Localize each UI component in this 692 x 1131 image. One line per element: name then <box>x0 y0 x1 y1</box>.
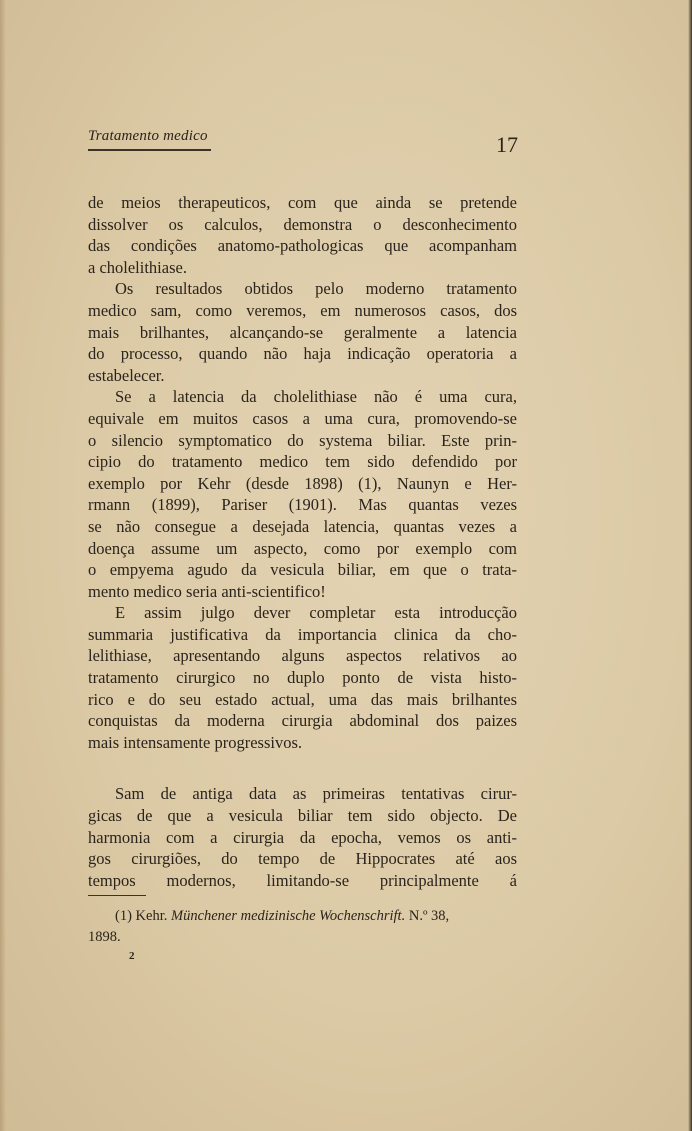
text-line: summaria justificativa da importancia clinica da cho- <box>88 624 517 644</box>
text-line: gos cirurgiões, do tempo de Hippocrates até aos <box>88 849 517 869</box>
paragraph <box>88 602 517 753</box>
text-line: do processo, quando não haja indicação operatoria a <box>88 344 517 364</box>
text-line: Sam de antiga data as primeiras tentativas cirur- <box>115 784 517 804</box>
page-left-edge <box>0 0 6 1131</box>
section-break <box>88 753 517 783</box>
text-line: das condições anatomo-pathologicas que acompanham <box>88 236 517 256</box>
text-line: Se a latencia da cholelithiase não é uma cura, <box>115 387 517 407</box>
signature-mark: 2 <box>129 950 135 962</box>
footnote <box>88 906 517 948</box>
text-line: rico e do seu estado actual, uma das mais brilhantes <box>88 689 517 709</box>
text-line: harmonia com a cirurgia da epocha, vemos os anti- <box>88 827 517 847</box>
paragraph <box>88 386 517 602</box>
text-line: se não consegue a desejada latencia, quantas vezes a <box>88 516 517 536</box>
footnote-line <box>88 906 517 927</box>
paragraph <box>88 192 517 278</box>
footnote-marker: (1) <box>115 908 132 924</box>
text-line: exemplo por Kehr (desde 1898) (1), Naunyn e Her- <box>88 473 517 493</box>
text-line: lelithiase, apresentando alguns aspectos relativos ao <box>88 646 517 666</box>
body-text <box>88 192 517 891</box>
running-title: Tratamento medico <box>88 128 208 144</box>
text-line: rmann (1899), Pariser (1901). Mas quantas vezes <box>88 495 517 515</box>
text-line: dissolver os calculos, demonstra o desconhecimento <box>88 214 517 234</box>
text-line: doença assume um aspecto, como por exemplo com <box>88 538 517 558</box>
text-line: tratamento cirurgico no duplo ponto de vista histo- <box>88 668 517 688</box>
text-line: Os resultados obtidos pelo moderno tratamento <box>115 279 517 299</box>
text-line: o silencio symptomatico do systema biliar. Este prin- <box>88 430 517 450</box>
footnote-journal: Münchener medizinische Wochenschrift. <box>170 908 406 924</box>
page-right-edge <box>688 0 692 1131</box>
paragraph <box>88 278 517 386</box>
text-line: E assim julgo dever completar esta introducção <box>115 603 517 623</box>
running-title-rule <box>88 149 211 151</box>
text-line: o empyema agudo da vesicula biliar, em que o trata- <box>88 560 517 580</box>
text-line: medico sam, como veremos, em numerosos casos, dos <box>88 300 517 320</box>
footnote-year: 1898. <box>88 929 121 945</box>
page-header <box>88 128 518 158</box>
page-number: 17 <box>496 132 518 157</box>
text-line: tempos modernos, limitando-se principalmente á <box>88 870 517 890</box>
footnote-reference: N.º 38, <box>408 908 450 924</box>
text-line: equivale em muitos casos a uma cura, promovendo-se <box>88 408 517 428</box>
text-line: mais brilhantes, alcançando-se geralmente a latencia <box>88 322 517 342</box>
text-line: mais intensamente progressivos. <box>88 732 303 752</box>
text-line: estabelecer. <box>88 365 165 385</box>
text-line: gicas de que a vesicula biliar tem sido objecto. De <box>88 806 517 826</box>
paragraph <box>88 783 517 891</box>
footnote-author: Kehr. <box>135 908 168 924</box>
footnote-rule <box>88 895 146 896</box>
text-line: a cholelithiase. <box>88 257 187 277</box>
text-line: conquistas da moderna cirurgia abdominal dos paizes <box>88 711 517 731</box>
text-line: de meios therapeuticos, com que ainda se pretende <box>88 193 517 212</box>
text-line: mento medico seria anti-scientifico! <box>88 581 326 601</box>
text-line: cipio do tratamento medico tem sido defendido por <box>88 452 517 472</box>
